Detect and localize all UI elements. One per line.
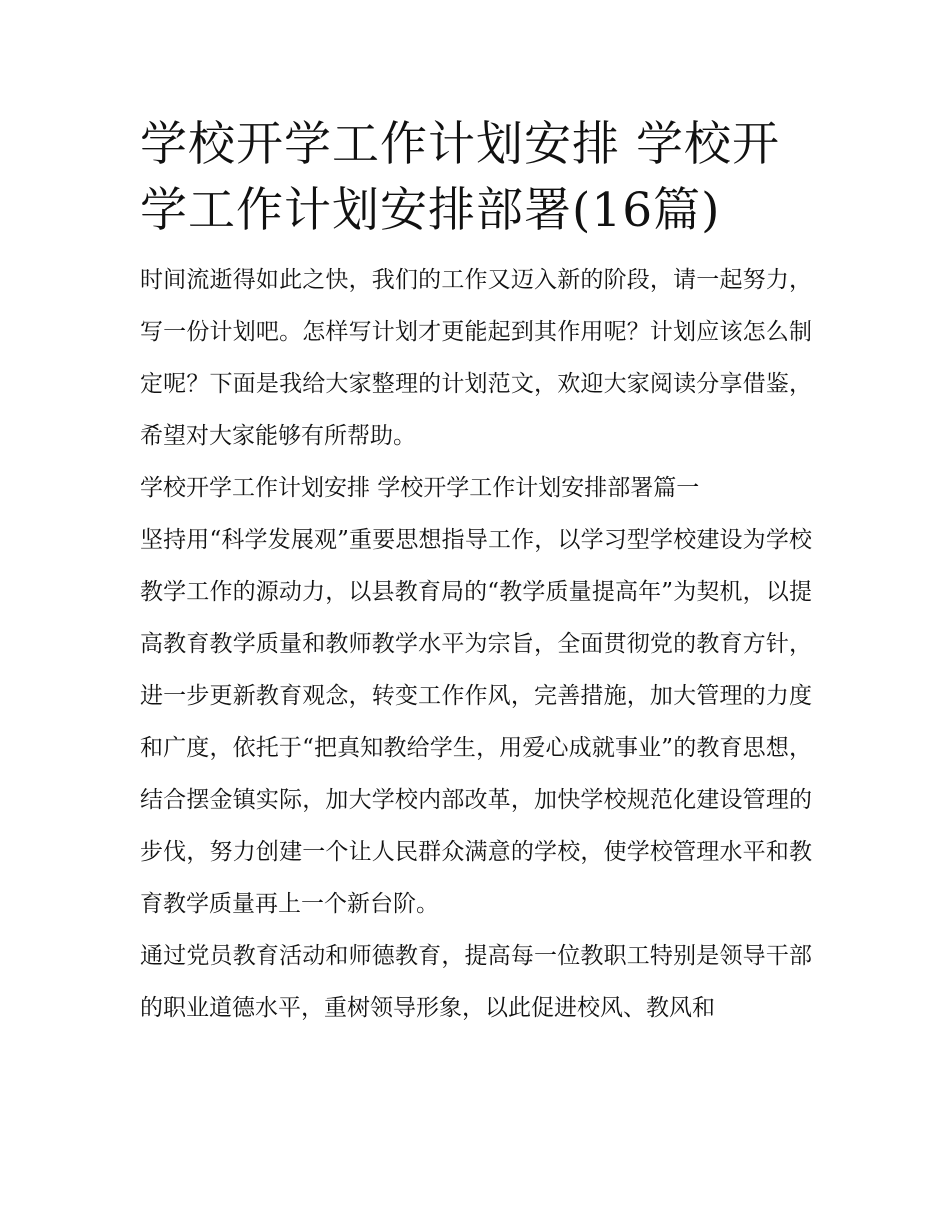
document-page [140, 112, 812, 1034]
intro-paragraph: 时间流逝得如此之快，我们的工作又迈入新的阶段，请一起努力，写一份计划吧。怎样写计划才更能起到其作用呢？计划应该怎么制定呢？下面是我给大家整理的计划范文，欢迎大家阅读分享借鉴，希望对大家能够有所帮助。 [140, 267, 812, 449]
document-title: 学校开学工作计划安排 学校开学工作计划安排部署(16篇) [140, 117, 780, 238]
section-heading: 学校开学工作计划安排 学校开学工作计划安排部署篇一 [140, 475, 700, 501]
body-paragraph-2: 通过党员教育活动和师德教育，提高每一位教职工特别是领导干部的职业道德水平，重树领导形象，以此促进校风、教风和 [140, 943, 812, 1021]
body-paragraph-1: 坚持用“科学发展观”重要思想指导工作，以学习型学校建设为学校教学工作的源动力，以县教育局的“教学质量提高年”为契机，以提高教育教学质量和教师教学水平为宗旨，全面贯彻党的教育方针，进一步更新教育观念，转变工作作风，完善措施，加大管理的力度和广度，依托于“把真知教给学生，用爱心成就事业”的教育思想，结合摆金镇实际，加大学校内部改革，加快学校规范化建设管理的步伐，努力创建一个让人民群众满意的学校，使学校管理水平和教育教学质量再上一个新台阶。 [140, 527, 812, 917]
